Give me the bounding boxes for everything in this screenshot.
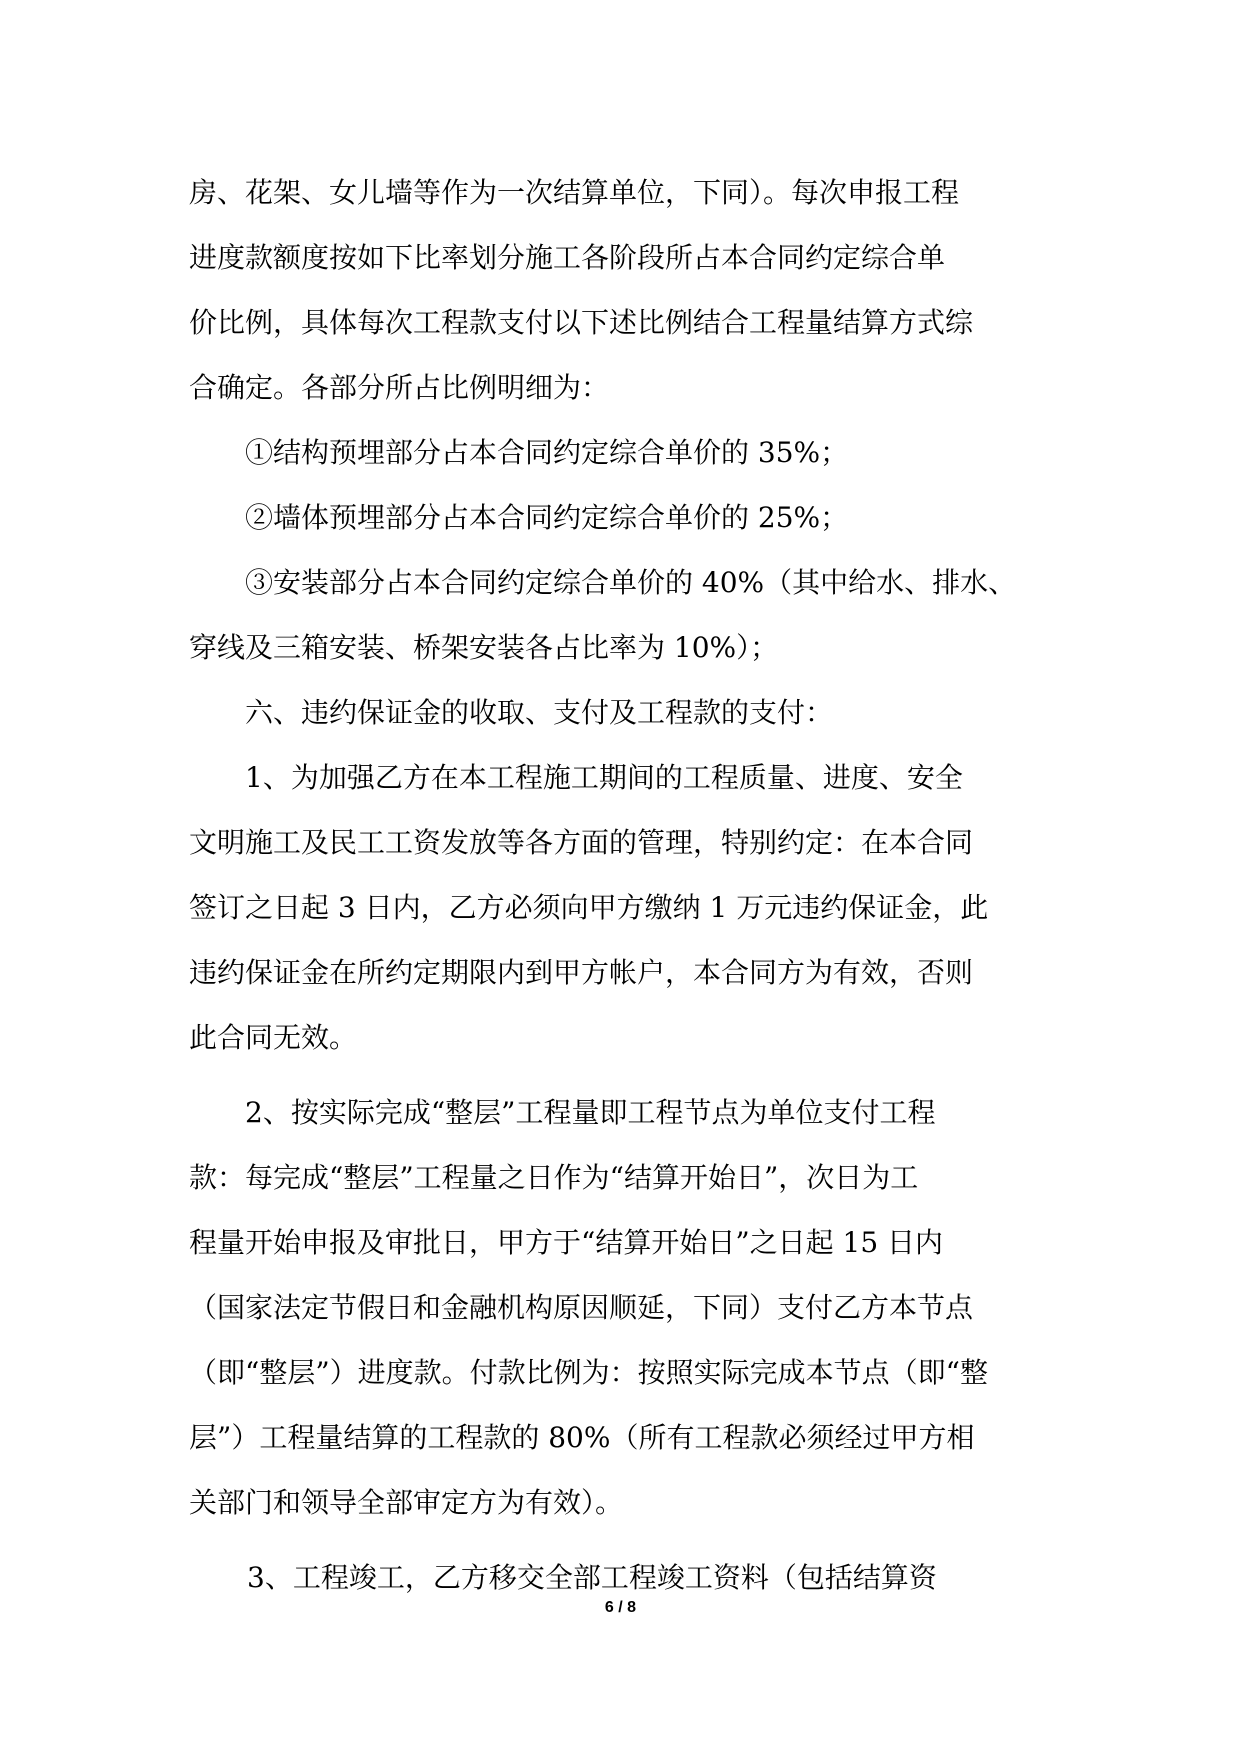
paragraph-gap xyxy=(189,1070,1053,1080)
clause-2-line: 关部门和领导全部审定方为有效）。 xyxy=(189,1486,624,1519)
clause-1-line: 1、为加强乙方在本工程施工期间的工程质量、进度、安全 xyxy=(245,761,963,794)
clause-1-line: 文明施工及民工工资发放等各方面的管理，特别约定：在本合同 xyxy=(189,826,974,859)
clause-2-line: 层”）工程量结算的工程款的 80%（所有工程款必须经过甲方相 xyxy=(189,1421,975,1454)
text-line: 房、花架、女儿墙等作为一次结算单位，下同）。每次申报工程 xyxy=(189,176,960,209)
text-line: 进度款额度按如下比率划分施工各阶段所占本合同约定综合单 xyxy=(189,241,946,274)
text-line: 价比例，具体每次工程款支付以下述比例结合工程量结算方式综 xyxy=(189,306,974,339)
paragraph-gap xyxy=(189,1535,1053,1545)
document-body xyxy=(189,160,1053,1610)
page-number: 6 / 8 xyxy=(604,1599,637,1616)
clause-2-line: 2、按实际完成“整层”工程量即工程节点为单位支付工程 xyxy=(245,1096,936,1129)
list-item-wall-embedding: ②墙体预埋部分占本合同约定综合单价的 25%； xyxy=(245,501,849,534)
text-line: 合确定。各部分所占比例明细为： xyxy=(189,371,610,404)
clause-2-line: （即“整层”）进度款。付款比例为：按照实际完成本节点（即“整 xyxy=(189,1356,988,1389)
clause-1-line: 违约保证金在所约定期限内到甲方帐户，本合同方为有效，否则 xyxy=(189,956,974,989)
clause-2-line: 程量开始申报及审批日，甲方于“结算开始日”之日起 15 日内 xyxy=(189,1226,944,1259)
clause-2-line: 款：每完成“整层”工程量之日作为“结算开始日”，次日为工 xyxy=(189,1161,919,1194)
list-item-structure-embedding: ①结构预埋部分占本合同约定综合单价的 35%； xyxy=(245,436,849,469)
text-line: 穿线及三箱安装、桥架安装各占比率为 10%）； xyxy=(189,631,779,664)
clause-3-line: 3、工程竣工，乙方移交全部工程竣工资料（包括结算资 xyxy=(247,1561,937,1594)
section-heading: 六、违约保证金的收取、支付及工程款的支付： xyxy=(245,696,834,729)
clause-1-line: 此合同无效。 xyxy=(189,1021,358,1054)
clause-1-line: 签订之日起 3 日内，乙方必须向甲方缴纳 1 万元违约保证金，此 xyxy=(189,891,989,924)
clause-2-line: （国家法定节假日和金融机构原因顺延，下同）支付乙方本节点 xyxy=(189,1291,974,1324)
list-item-installation: ③安装部分占本合同约定综合单价的 40%（其中给水、排水、 xyxy=(245,566,1017,599)
